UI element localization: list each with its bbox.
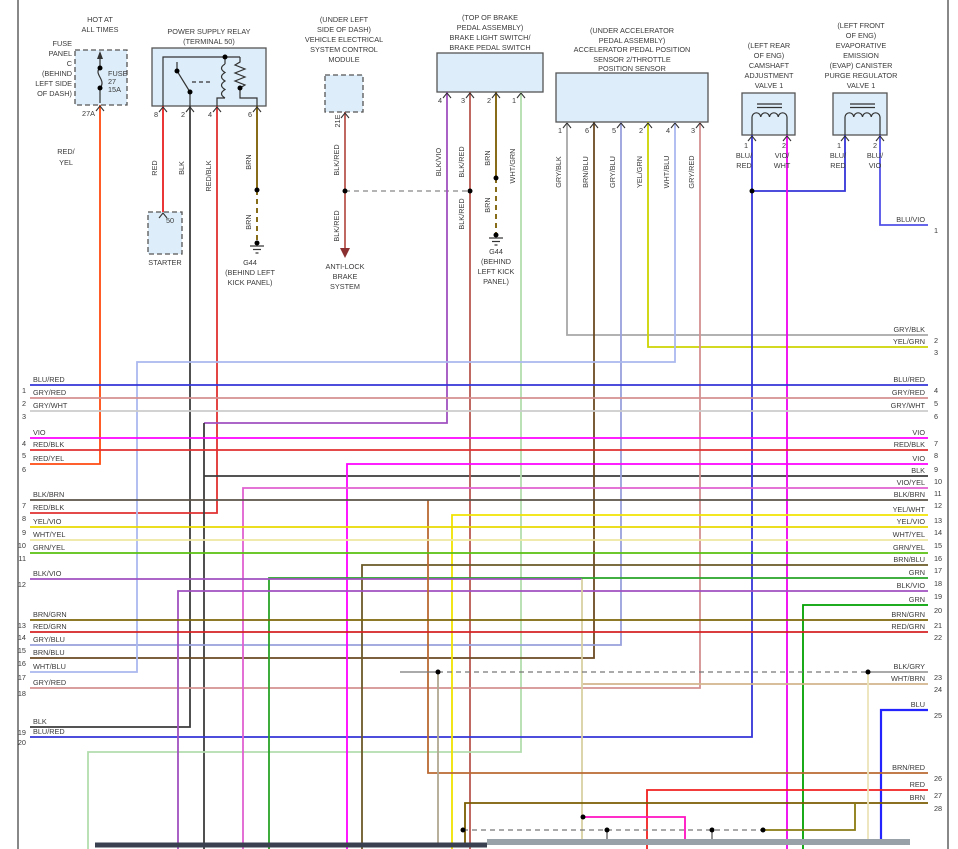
label-red: RED xyxy=(736,161,752,170)
label-blk-red: BLK/RED xyxy=(332,210,341,242)
junction-dot xyxy=(494,176,499,181)
wire-grn-right20 xyxy=(803,605,928,849)
label-4: 4 xyxy=(207,110,212,119)
junction-dot xyxy=(188,90,193,95)
label-fuse: FUSE xyxy=(52,39,72,48)
left-row-number-7: 7 xyxy=(21,501,26,510)
label-8: 8 xyxy=(153,110,158,119)
label-pedal-assembly-: PEDAL ASSEMBLY) xyxy=(598,36,666,45)
right-row-label-14: YEL/VIO xyxy=(896,517,925,526)
label-blk-vio: BLK/VIO xyxy=(434,147,443,177)
label-wht: WHT xyxy=(773,161,791,170)
label--top-of-brake: (TOP OF BRAKE xyxy=(461,13,519,22)
abs-arrow-down xyxy=(340,248,350,258)
junction-dot xyxy=(461,828,466,833)
right-row-number-2: 2 xyxy=(934,336,939,345)
left-row-number-8: 8 xyxy=(21,514,26,523)
right-row-label-22: RED/GRN xyxy=(891,622,925,631)
junction-dot xyxy=(436,670,441,675)
wire-gryblu-accel xyxy=(30,122,621,645)
label-yel-grn: YEL/GRN xyxy=(635,155,644,189)
label-blk-red: BLK/RED xyxy=(457,146,466,178)
right-row-number-8: 8 xyxy=(934,451,939,460)
label-gry-red: GRY/RED xyxy=(687,155,696,189)
component-box-accelerator-pedal-position-sensor xyxy=(556,73,708,122)
junction-dot xyxy=(343,189,348,194)
junction-dot xyxy=(494,233,499,238)
label-2: 2 xyxy=(486,96,491,105)
junction-dot xyxy=(581,815,586,820)
right-row-label-24: WHT/BRN xyxy=(890,674,925,683)
junction-dot xyxy=(238,86,243,91)
left-row-label-14: RED/GRN xyxy=(33,622,67,631)
right-row-label-17: BRN/BLU xyxy=(893,555,925,564)
label-blu-: BLU/ xyxy=(735,151,753,160)
label-yel: YEL xyxy=(59,158,73,167)
right-row-label-7: VIO xyxy=(912,428,925,437)
wire-blkvio-right19 xyxy=(178,591,928,849)
right-row-number-13: 13 xyxy=(934,516,943,525)
label-5: 5 xyxy=(611,126,616,135)
left-row-number-19: 19 xyxy=(17,728,26,737)
left-row-label-12: BLK/VIO xyxy=(33,569,62,578)
right-row-label-8: RED/BLK xyxy=(893,440,925,449)
right-row-number-25: 25 xyxy=(934,711,943,720)
junction-dot xyxy=(710,828,715,833)
label-gry-blu: GRY/BLU xyxy=(608,156,617,188)
left-row-label-5: RED/BLK xyxy=(33,440,65,449)
label--behind: (BEHIND xyxy=(481,257,511,266)
left-row-label-7: BLK/BRN xyxy=(33,490,65,499)
wire-redblk-relay xyxy=(30,106,217,513)
label-2: 2 xyxy=(872,141,877,150)
label--behind-left: (BEHIND LEFT xyxy=(225,268,275,277)
left-row-label-3: GRY/WHT xyxy=(33,401,68,410)
label-fuse: FUSE xyxy=(108,69,128,78)
left-row-number-13: 13 xyxy=(17,621,26,630)
label-red: RED xyxy=(150,160,159,176)
left-row-label-13: BRN/GRN xyxy=(33,610,67,619)
label-kick-panel-: KICK PANEL) xyxy=(227,278,273,287)
component-box-brake-light-switch xyxy=(437,53,543,92)
label-system: SYSTEM xyxy=(329,282,361,291)
right-row-label-1: BLU/VIO xyxy=(896,215,925,224)
left-row-label-18: GRY/RED xyxy=(33,678,67,687)
right-row-label-25: BLU xyxy=(910,700,925,709)
right-row-label-26: BRN/RED xyxy=(892,763,925,772)
label-module: MODULE xyxy=(328,55,360,64)
left-row-number-5: 5 xyxy=(21,451,26,460)
right-row-label-2: GRY/BLK xyxy=(893,325,925,334)
right-row-label-13: YEL/WHT xyxy=(892,505,925,514)
wire-bluvio-evap xyxy=(880,135,928,225)
junction-dot xyxy=(175,69,180,74)
label-power-supply-relay: POWER SUPPLY RELAY xyxy=(167,27,251,36)
right-row-label-10: BLK xyxy=(911,466,925,475)
left-row-label-1: BLU/RED xyxy=(33,375,65,384)
left-row-number-1: 1 xyxy=(21,386,26,395)
junction-dot xyxy=(761,828,766,833)
label-of-dash-: OF DASH) xyxy=(37,89,72,98)
label-evaporative: EVAPORATIVE xyxy=(835,41,887,50)
left-row-label-15: GRY/BLU xyxy=(33,635,65,644)
right-row-label-19: BLK/VIO xyxy=(896,581,925,590)
wire-vioyel-right11 xyxy=(243,488,928,849)
right-row-label-11: VIO/YEL xyxy=(896,478,925,487)
wire-blkvio-brake xyxy=(204,92,447,423)
right-row-number-22: 22 xyxy=(934,633,943,642)
wire-grn-right18 xyxy=(269,578,928,849)
right-row-label-6: GRY/WHT xyxy=(890,401,925,410)
label-valve-1: VALVE 1 xyxy=(754,81,784,90)
label-purge-regulator: PURGE REGULATOR xyxy=(824,71,898,80)
left-row-label-8: RED/BLK xyxy=(33,503,65,512)
label-blu-: BLU/ xyxy=(866,151,884,160)
right-row-label-16: GRN/YEL xyxy=(892,543,925,552)
junction-dot xyxy=(98,66,103,71)
label-left-kick: LEFT KICK xyxy=(477,267,515,276)
label-2: 2 xyxy=(638,126,643,135)
junction-dot xyxy=(468,189,473,194)
label-vehicle-electrical: VEHICLE ELECTRICAL xyxy=(304,35,384,44)
right-row-label-12: BLK/BRN xyxy=(893,490,925,499)
right-row-number-19: 19 xyxy=(934,592,943,601)
left-row-label-17: WHT/BLU xyxy=(33,662,66,671)
label-27: 27 xyxy=(108,77,117,86)
right-row-number-5: 5 xyxy=(934,399,939,408)
label-side-of-dash-: SIDE OF DASH) xyxy=(317,25,371,34)
label-blk-red: BLK/RED xyxy=(457,198,466,230)
left-row-number-3: 3 xyxy=(21,412,26,421)
label-vio-: VIO/ xyxy=(774,151,790,160)
label-blk: BLK xyxy=(177,161,186,175)
right-row-number-6: 6 xyxy=(934,412,939,421)
component-box-vehicle-electrical-system-control-module xyxy=(325,75,363,112)
wire-blu-right25 xyxy=(881,710,928,843)
label-brn: BRN xyxy=(483,197,492,213)
label-brake-pedal-switch: BRAKE PEDAL SWITCH xyxy=(449,43,531,52)
right-row-label-23: BLK/GRY xyxy=(893,662,925,671)
right-row-number-17: 17 xyxy=(934,566,943,575)
left-row-number-14: 14 xyxy=(17,633,26,642)
label-brake: BRAKE xyxy=(332,272,358,281)
label-of-eng-: OF ENG) xyxy=(845,31,877,40)
wire-blk-relay xyxy=(30,106,190,727)
right-row-label-5: GRY/RED xyxy=(891,388,925,397)
label--under-left: (UNDER LEFT xyxy=(319,15,369,24)
label-2: 2 xyxy=(781,141,786,150)
label-g44: G44 xyxy=(489,247,503,256)
label-21e: 21E xyxy=(333,114,342,128)
left-row-label-16: BRN/BLU xyxy=(33,648,65,657)
label-blk-red: BLK/RED xyxy=(332,144,341,176)
label-g44: G44 xyxy=(243,258,257,267)
label-red: RED xyxy=(830,161,846,170)
junction-dot xyxy=(98,86,103,91)
wire-brnblu-right17 xyxy=(362,565,928,849)
left-row-number-6: 6 xyxy=(21,465,26,474)
label-27a: 27A xyxy=(82,109,95,118)
wire-olive-branch xyxy=(763,803,855,830)
right-row-number-23: 23 xyxy=(934,673,943,682)
right-row-number-27: 27 xyxy=(934,791,943,800)
wire-gryred-accel xyxy=(30,122,700,688)
right-row-number-3: 3 xyxy=(934,348,939,357)
label-accelerator-pedal-position: ACCELERATOR PEDAL POSITION xyxy=(573,45,691,54)
right-row-label-15: WHT/YEL xyxy=(892,530,925,539)
label--left-front: (LEFT FRONT xyxy=(837,21,885,30)
right-row-number-26: 26 xyxy=(934,774,943,783)
label--left-rear: (LEFT REAR xyxy=(747,41,791,50)
left-row-number-18: 18 xyxy=(17,689,26,698)
label-hot-at: HOT AT xyxy=(87,15,113,24)
label-vio: VIO xyxy=(868,161,882,170)
label-1: 1 xyxy=(557,126,562,135)
right-row-number-12: 12 xyxy=(934,501,943,510)
right-row-number-11: 11 xyxy=(934,489,942,498)
label-2: 2 xyxy=(180,110,185,119)
label-all-times: ALL TIMES xyxy=(81,25,119,34)
label-c: C xyxy=(66,59,72,68)
right-row-number-24: 24 xyxy=(934,685,943,694)
right-row-number-10: 10 xyxy=(934,477,943,486)
label-left-side: LEFT SIDE xyxy=(35,79,72,88)
right-row-label-4: BLU/RED xyxy=(893,375,925,384)
right-row-label-20: GRN xyxy=(908,595,925,604)
label--evap-canister: (EVAP) CANISTER xyxy=(829,61,893,70)
right-row-number-15: 15 xyxy=(934,541,943,550)
left-row-number-20: 20 xyxy=(17,738,26,747)
label-panel: PANEL xyxy=(48,49,72,58)
junction-dot xyxy=(750,189,755,194)
label-anti-lock: ANTI-LOCK xyxy=(325,262,365,271)
label-starter: STARTER xyxy=(148,258,182,267)
right-row-label-9: VIO xyxy=(912,454,925,463)
label--under-accelerator: (UNDER ACCELERATOR xyxy=(589,26,675,35)
right-row-number-18: 18 xyxy=(934,579,943,588)
left-row-number-17: 17 xyxy=(17,673,26,682)
label-50: 50 xyxy=(165,216,175,225)
label--terminal-50-: (TERMINAL 50) xyxy=(183,37,235,46)
wire-brnred-right26 xyxy=(428,500,928,773)
left-row-label-20: BLU/RED xyxy=(33,727,65,736)
right-row-number-16: 16 xyxy=(934,554,943,563)
left-row-number-16: 16 xyxy=(17,659,26,668)
right-row-number-9: 9 xyxy=(934,465,939,474)
junction-dot xyxy=(255,241,260,246)
wire-vio-right9 xyxy=(347,464,928,849)
right-row-number-14: 14 xyxy=(934,528,943,537)
label-brn: BRN xyxy=(244,214,253,230)
label-camshaft: CAMSHAFT xyxy=(748,61,790,70)
label-brn: BRN xyxy=(244,154,253,170)
left-row-label-6: RED/YEL xyxy=(33,454,65,463)
left-row-label-10: WHT/YEL xyxy=(33,530,66,539)
label-3: 3 xyxy=(460,96,465,105)
label-of-eng-: OF ENG) xyxy=(753,51,785,60)
right-row-label-18: GRN xyxy=(908,568,925,577)
label-emission: EMISSION xyxy=(843,51,879,60)
left-row-number-15: 15 xyxy=(17,646,26,655)
junction-dot xyxy=(605,828,610,833)
label-brn: BRN xyxy=(483,150,492,166)
label-4: 4 xyxy=(665,126,670,135)
right-row-number-7: 7 xyxy=(934,439,939,448)
right-row-number-28: 28 xyxy=(934,804,943,813)
left-row-label-4: VIO xyxy=(33,428,46,437)
label-wht-grn: WHT/GRN xyxy=(508,148,517,184)
wire-whtblu-accel xyxy=(30,122,675,672)
right-row-number-4: 4 xyxy=(934,386,939,395)
label-adjustment: ADJUSTMENT xyxy=(744,71,794,80)
right-row-number-20: 20 xyxy=(934,606,943,615)
left-row-label-11: GRN/YEL xyxy=(33,543,66,552)
label-position-sensor: POSITION SENSOR xyxy=(598,64,666,73)
right-row-number-1: 1 xyxy=(934,226,939,235)
junction-dot xyxy=(866,670,871,675)
right-row-label-28: BRN xyxy=(909,793,925,802)
label-1: 1 xyxy=(743,141,748,150)
label--behind: (BEHIND xyxy=(42,69,72,78)
label-red-: RED/ xyxy=(57,147,75,156)
label-brake-light-switch-: BRAKE LIGHT SWITCH/ xyxy=(449,33,531,42)
junction-dot xyxy=(255,188,260,193)
label-1: 1 xyxy=(836,141,841,150)
right-row-label-27: RED xyxy=(909,780,925,789)
label-brn-blu: BRN/BLU xyxy=(581,156,590,188)
wire-brn-right28 xyxy=(465,803,928,843)
left-row-number-11: 11 xyxy=(18,554,26,563)
label-15a: 15A xyxy=(108,85,121,94)
right-row-label-3: YEL/GRN xyxy=(892,337,925,346)
label-valve-1: VALVE 1 xyxy=(846,81,876,90)
junction-dot xyxy=(223,55,228,60)
left-row-number-2: 2 xyxy=(21,399,26,408)
label-6: 6 xyxy=(247,110,252,119)
left-row-number-9: 9 xyxy=(21,528,26,537)
label-wht-blu: WHT/BLU xyxy=(662,155,671,189)
left-row-number-4: 4 xyxy=(21,439,26,448)
left-row-number-10: 10 xyxy=(17,541,26,550)
label-system-control: SYSTEM CONTROL xyxy=(310,45,378,54)
label-3: 3 xyxy=(690,126,695,135)
right-row-number-21: 21 xyxy=(934,621,943,630)
left-row-number-12: 12 xyxy=(17,580,26,589)
left-row-label-9: YEL/VIO xyxy=(33,517,62,526)
label-pedal-assembly-: PEDAL ASSEMBLY) xyxy=(456,23,524,32)
label-sensor-2-throttle: SENSOR 2/THROTTLE xyxy=(593,55,671,64)
label-6: 6 xyxy=(584,126,589,135)
label-red-blk: RED/BLK xyxy=(204,160,213,192)
label-blu-: BLU/ xyxy=(829,151,847,160)
left-row-label-19: BLK xyxy=(33,717,47,726)
label-1: 1 xyxy=(511,96,516,105)
label-gry-blk: GRY/BLK xyxy=(554,156,563,188)
label-panel-: PANEL) xyxy=(483,277,509,286)
left-row-label-2: GRY/RED xyxy=(33,388,67,397)
wire-blured-camshaft xyxy=(30,135,752,737)
label-4: 4 xyxy=(437,96,442,105)
right-row-label-21: BRN/GRN xyxy=(891,610,925,619)
